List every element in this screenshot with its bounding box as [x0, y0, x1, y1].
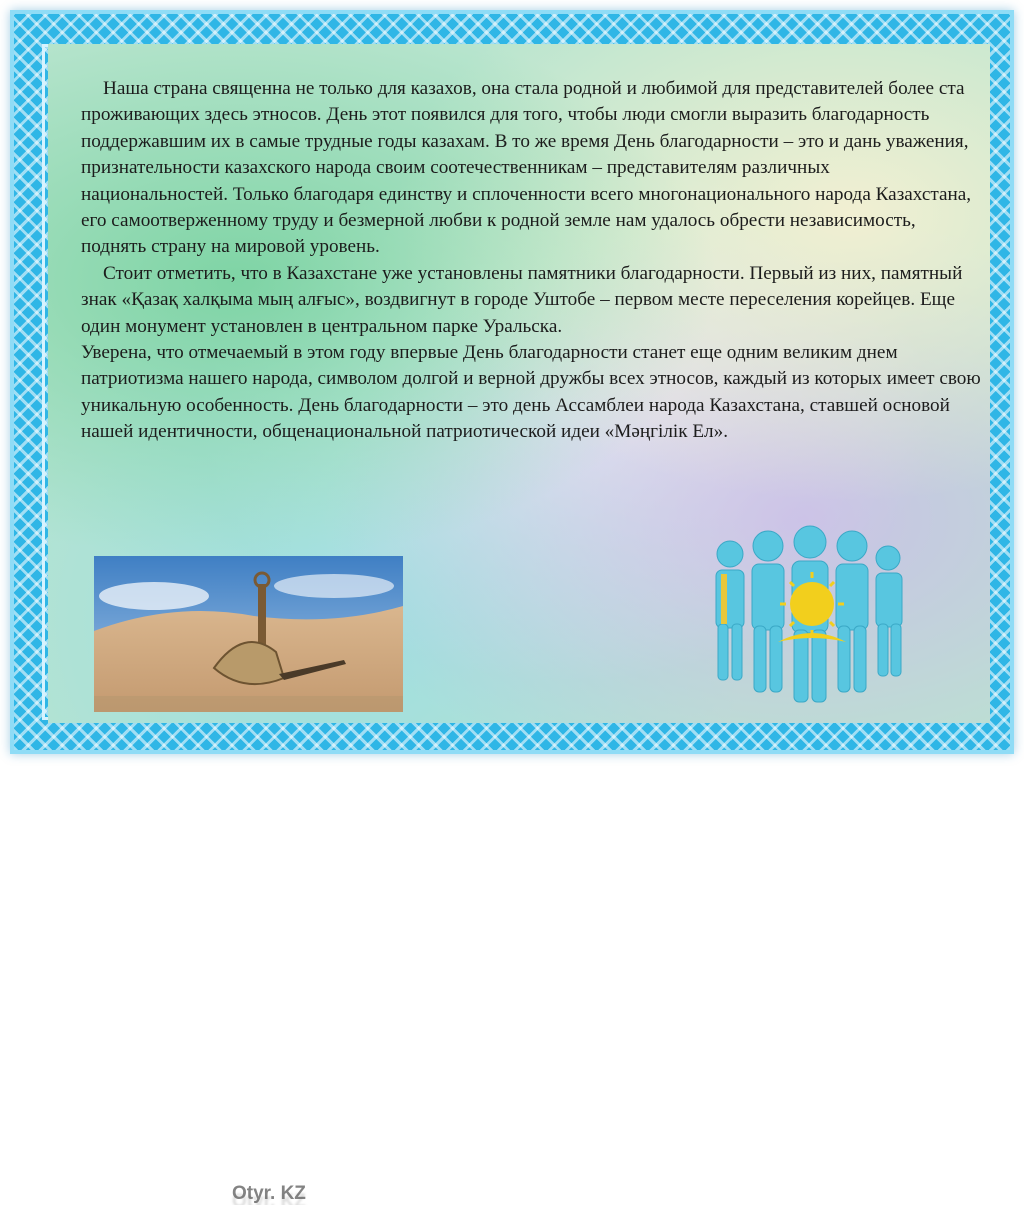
paragraph-2: Стоит отметить, что в Казахстане уже установлены памятники благодарности. Первый из них, памятный знак «Қазақ халқыма мың алғыс», воздвигнут в городе Уштобе – первом месте переселения корейцев. Еще один монумент установлен в центральном парке Уральска.: [81, 262, 963, 337]
paragraph-3: Уверена, что отмечаемый в этом году впервые День благодарности станет еще одним великим днем патриотизма нашего народа, символом долгой и верной дружбы всех этносов, каждый из которых имеет свою уникальную особенность. День благодарности – это день Ассамблеи народа Казахстана, ставшей основой нашей идентичности, общенациональной патриотической идеи «Мәңгілік Ел».: [81, 342, 981, 443]
people-flag-illustration: [708, 524, 908, 724]
monument-photo: [94, 556, 403, 1204]
content-panel: [48, 44, 990, 1204]
photo-watermark: Otyr. KZ: [232, 1183, 306, 1204]
people-figures-icon: [708, 524, 908, 724]
paragraph-1: Наша страна священна не только для казахов, она стала родной и любимой для представителей более ста проживающих здесь этносов. День этот появился для того, чтобы люди смогли выразить благодарность поддержавшим их в самые трудные годы казахам. В то же время День благодарности – это и дань уважения, признательности казахского народа своим соотечественникам – представителям различных национальностей. Только благодаря единству и сплоченности всего многонационального народа Казахстана, его самоотверженному труду и безмерной любви к родной земле нам удалось обрести независимость, поднять страну на мировой уровень.: [81, 78, 972, 258]
monument-photo-image: [94, 556, 403, 712]
body-text: [81, 76, 981, 446]
